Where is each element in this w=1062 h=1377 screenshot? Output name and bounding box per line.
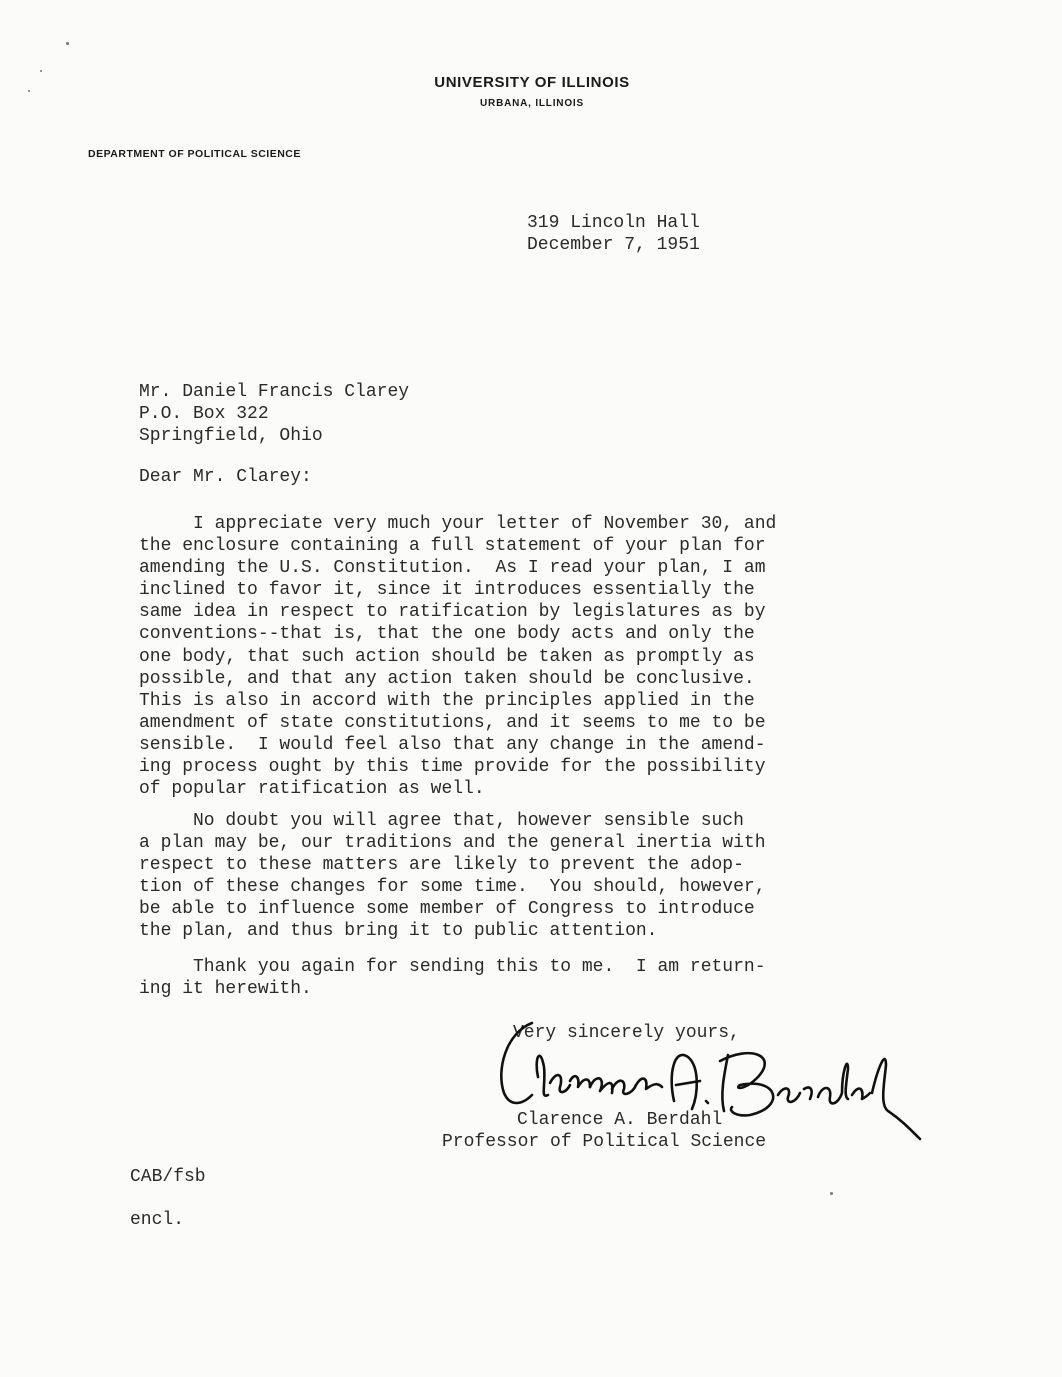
reference-initials: CAB/fsb — [130, 1167, 206, 1187]
body-paragraph-1 — [139, 513, 776, 800]
salutation: Dear Mr. Clarey: — [139, 467, 312, 487]
body-text-line: of popular ratification as well. — [139, 779, 485, 800]
body-text-line: respect to these matters are likely to prevent the adop- — [139, 855, 744, 876]
closing: Very sincerely yours, — [513, 1023, 740, 1043]
typed-signature-name: Clarence A. Berdahl — [517, 1110, 723, 1130]
body-text-line: Thank you again for sending this to me. I am return- — [139, 957, 766, 977]
body-text-line: ing it herewith. — [139, 979, 312, 999]
paper-speck — [66, 42, 69, 45]
body-text-line: one body, that such action should be taken as promptly as — [139, 646, 755, 667]
letterhead-city: URBANA, ILLINOIS — [480, 98, 584, 109]
paper-speck — [40, 70, 42, 72]
body-paragraph-3 — [139, 956, 766, 1000]
signer-title: Professor of Political Science — [442, 1132, 767, 1152]
letter-date: December 7, 1951 — [527, 235, 700, 255]
body-text-line: the enclosure containing a full statement of your plan for — [139, 536, 766, 557]
sender-address-line: 319 Lincoln Hall — [527, 213, 700, 233]
body-text-line: amending the U.S. Constitution. As I read your plan, I am — [139, 558, 766, 579]
body-text-line: No doubt you will agree that, however sensible such — [139, 811, 744, 831]
body-text-line: the plan, and thus bring it to public attention. — [139, 921, 658, 942]
paper-speck — [28, 90, 30, 92]
body-paragraph-2 — [139, 810, 766, 943]
body-text-line: same idea in respect to ratification by legislatures as by — [139, 602, 766, 623]
sender-address-block — [527, 212, 700, 256]
body-text-line: tion of these changes for some time. You should, however, — [139, 877, 766, 898]
body-text-line: inclined to favor it, since it introduces essentially the — [139, 580, 755, 601]
body-text-line: I appreciate very much your letter of November 30, and — [139, 514, 777, 534]
enclosure-note: encl. — [130, 1210, 185, 1230]
recipient-name: Mr. Daniel Francis Clarey — [139, 382, 410, 402]
letterhead-department: DEPARTMENT OF POLITICAL SCIENCE — [88, 148, 301, 160]
paper-speck — [830, 1192, 833, 1195]
body-text-line: sensible. I would feel also that any change in the amend- — [139, 734, 766, 755]
body-text-line: possible, and that any action taken should be conclusive. — [139, 668, 755, 689]
body-text-line: be able to influence some member of Congress to introduce — [139, 899, 755, 920]
body-text-line: This is also in accord with the principles applied in the — [139, 690, 755, 711]
recipient-address-block — [139, 381, 409, 447]
body-text-line: conventions--that is, that the one body acts and only the — [139, 624, 755, 645]
letterhead-university: UNIVERSITY OF ILLINOIS — [434, 74, 630, 91]
body-text-line: amendment of state constitutions, and it seems to me to be — [139, 712, 766, 733]
body-text-line: ing process ought by this time provide for the possibility — [139, 757, 766, 778]
body-text-line: a plan may be, our traditions and the general inertia with — [139, 833, 766, 854]
recipient-line-2: P.O. Box 322 — [139, 404, 269, 424]
recipient-line-3: Springfield, Ohio — [139, 426, 323, 446]
